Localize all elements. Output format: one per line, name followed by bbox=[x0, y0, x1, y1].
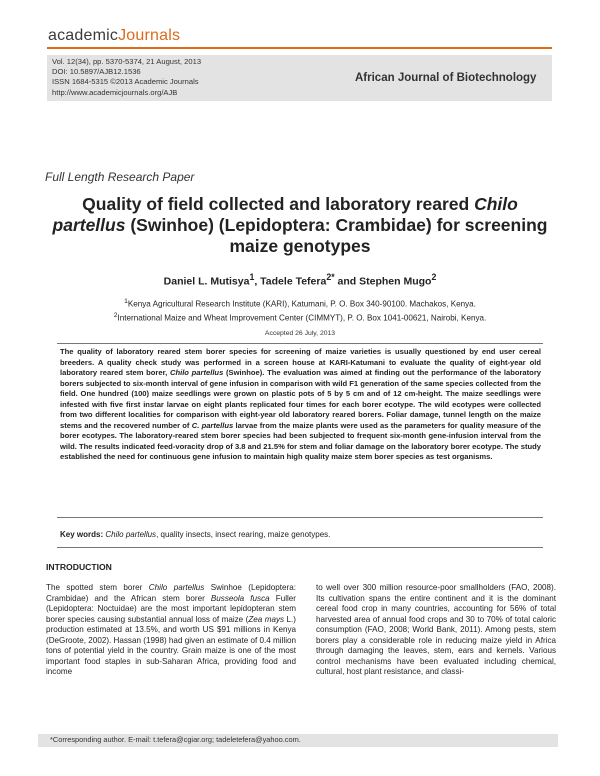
keywords-label: Key words: bbox=[60, 530, 104, 539]
citation-link[interactable]: http://www.academicjournals.org/AJB bbox=[52, 87, 178, 97]
author: Tadele Tefera bbox=[260, 275, 327, 288]
keywords: Key words: Chilo partellus, quality insects, insect rearing, maize genotypes. bbox=[60, 530, 331, 539]
keywords-rule bbox=[57, 547, 543, 548]
affiliation: $^2$International Maize and Wheat Improvement Center (CIMMYT), P. O. Box 1041-00621, Nairobi, Kenya. bbox=[113, 311, 487, 323]
author: Daniel L. Mutisya bbox=[163, 275, 250, 288]
citation-info bbox=[52, 57, 201, 98]
abstract-text: The quality of laboratory reared stem borer species for screening of maize varieties is usually questioned by end user cereal breeders. A quality check study was performed in a screen house at KARI-Katumani to evaluate the quality of eight-year old laboratory reared stem borer, Chilo partellus (Swinhoe). The evaluation was aimed at finding out the performance of the laboratory borers subjected to six-month interval of gene infusion in comparison with wild F1 generation of the same species collected from the field. One hundred (100) maize seedlings were grown on plastic pots of 5 by 5 cm and of 12 cm-height. The maize seedlings were infested with five first instar larvae on eight plants replicated four times for each borer ecotype. The wild ecotypes were collected from two different localities for comparison with eight-year old laboratory reared borers. Foliar damage, tunnel length on the maize stems and the recovered number of C. partellus larvae from the maize plants were used as the parameters for quality measure of the borer ecotypes. The laboratory-reared stem borer species had been subjected to frequent six-month gene-infusion interval from the wild. The results indicated feed-voracity drop of 3.8 and 21.5% for stem and foliar damage on the laboratory borer ecotype. The study established the need for continuous gene infusion to maintain high quality maize stem borer species as test organisms. bbox=[60, 347, 542, 461]
article-title: Quality of field collected and laboratory reared Chilo partellus (Swinhoe) (Lepidoptera: Crambidae) for screening maize genotypes bbox=[52, 194, 548, 256]
affiliations bbox=[44, 296, 556, 323]
affiliation: $^1$Kenya Agricultural Research Institute (KARI), Katumani, P. O. Box 340-90100. Machakos, Kenya. bbox=[124, 298, 476, 309]
accepted-date: Accepted 26 July, 2013 bbox=[264, 330, 336, 337]
article-type: Full Length Research Paper bbox=[45, 170, 195, 184]
citation-line: Vol. 12(34), pp. 5370-5374, 21 August, 2013 bbox=[52, 57, 202, 66]
journal-name: African Journal of Biotechnology bbox=[355, 72, 537, 84]
logo-rule bbox=[47, 47, 552, 49]
body-column-left: The spotted stem borer Chilo partellus Swinhoe (Lepidoptera: Crambidae) and the African stem borer Busseola fusca Fuller (Lepidoptera: Noctuidae) are the most important lepidopteran stem borer species causing substantial annual loss of maize (Zea mays L.) production estimated at 13.5%, and worth US $91 millions in Kenya (DeGroote, 2002). Hassan (1998) had given an estimate of 0.4 million tons of potential yield in the country. Grain maize is one of the most important food staples in sub-Saharan Africa, providing food and income bbox=[46, 583, 297, 677]
section-heading: INTRODUCTION bbox=[46, 562, 112, 572]
author: Stephen Mugo bbox=[359, 275, 432, 288]
author-list: Daniel L. Mutisya$^1$, Tadele Tefera$^{2*}$ and Stephen Mugo$^2$ bbox=[163, 272, 437, 288]
citation-line: ISSN 1684-5315 ©2013 Academic Journals bbox=[52, 77, 199, 87]
corresponding-author-footnote: *Corresponding author. E-mail: t.tefera@cgiar.org; tadeletefera@yahoo.com. bbox=[50, 735, 301, 744]
citation-line: DOI: 10.5897/AJB12.1536 bbox=[52, 67, 141, 77]
body-column-right: to well over 300 million resource-poor smallholders (FAO, 2008). Its cultivation spans the entire continent and it is the dominant cereal food crop in many countries, accounting for 56% of total harvested area of annual food crops and 30 to 70% of total caloric consumption (FAO, 2008; World Bank, 2011). Among pests, stem borers play a considerable role in reducing maize yield in Africa through damaging the leaves, stem, ears and kernels. Various control mechanisms have been evaluated including chemical, cultural, host plant resistance, and classi- bbox=[316, 583, 556, 677]
publisher-logo: academicJournals bbox=[48, 27, 181, 44]
